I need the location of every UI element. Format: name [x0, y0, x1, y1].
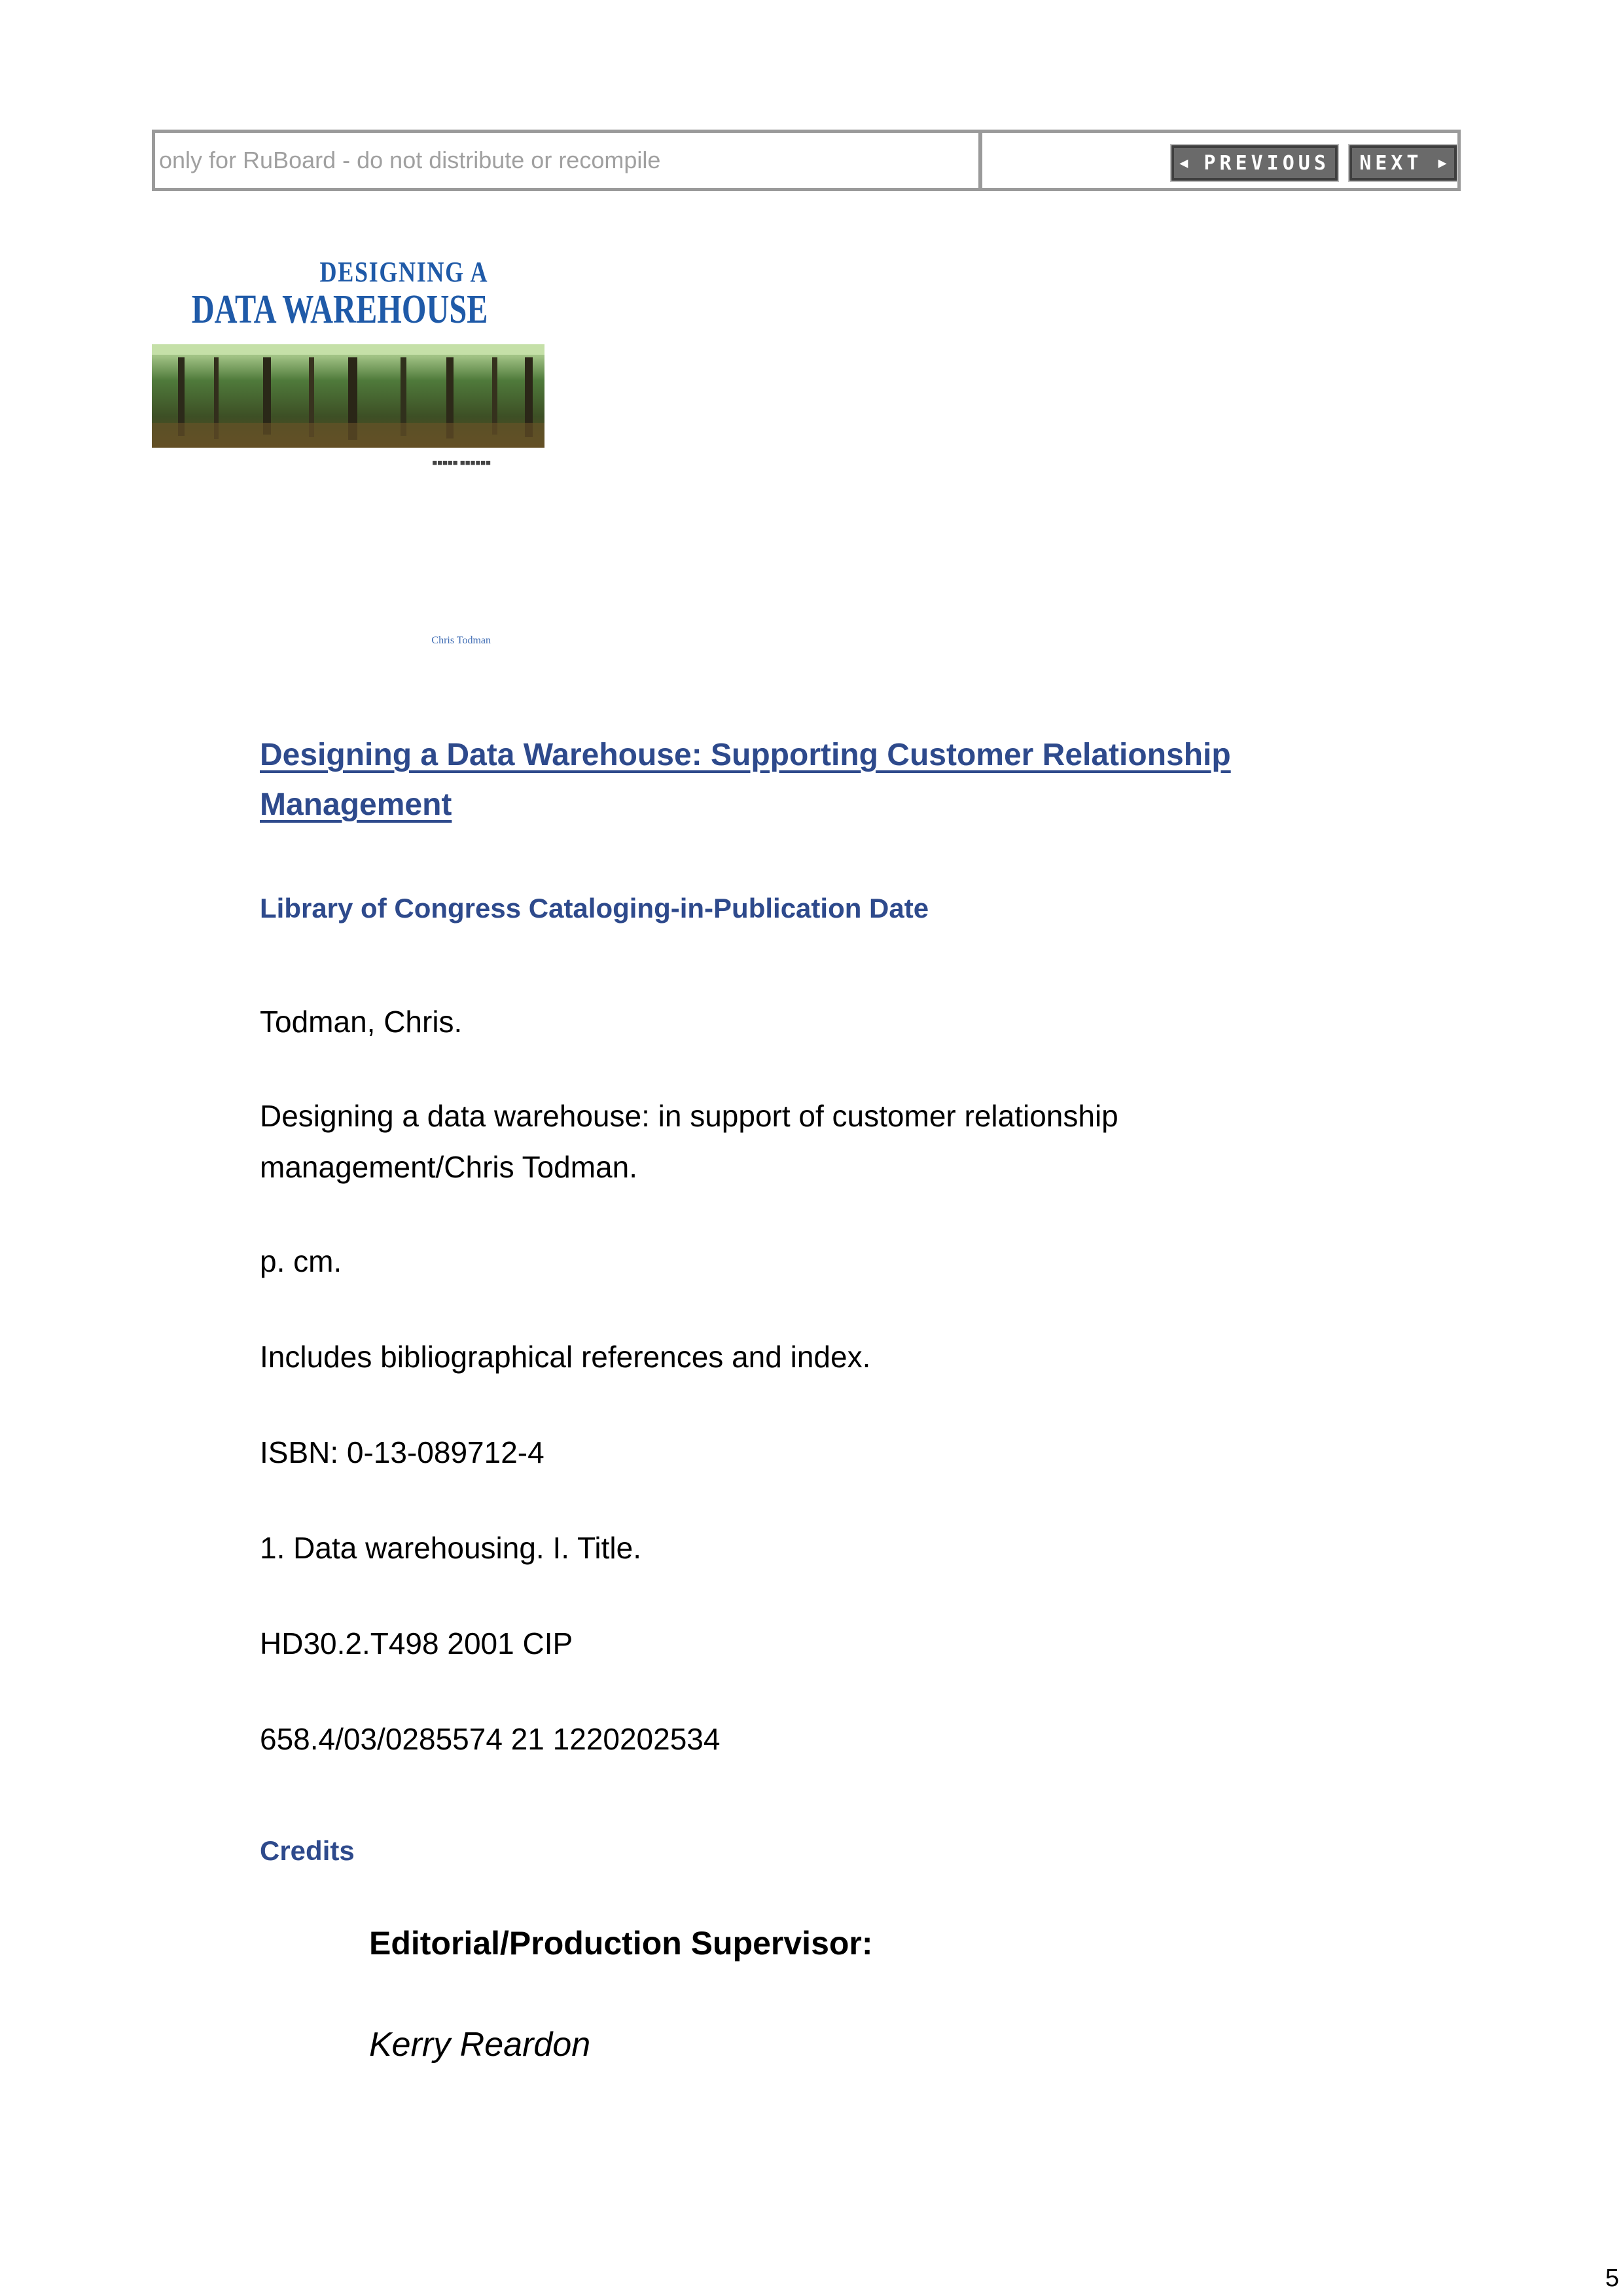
page-number: 5: [1605, 2265, 1619, 2292]
catalog-entry-isbn: ISBN: 0-13-089712-4: [260, 1435, 544, 1469]
credit-role: Editorial/Production Supervisor:: [369, 1925, 873, 1962]
chevron-right-icon: ▶: [1438, 154, 1447, 171]
cataloging-heading: Library of Congress Cataloging-in-Publication Date: [260, 893, 929, 924]
catalog-entry-title: Designing a data warehouse: in support of customer relationship management/Chris Todman.: [260, 1099, 1118, 1184]
nav-divider: [978, 133, 982, 188]
forest-photo: [152, 344, 544, 448]
cover-title-line2: DATA WAREHOUSE: [192, 287, 488, 332]
cover-blurb: ■■■■■ ■■■■■■: [432, 457, 491, 467]
book-title-link[interactable]: Designing a Data Warehouse: Supporting Customer Relationship Management: [260, 738, 1231, 822]
catalog-entry-physical: p. cm.: [260, 1244, 342, 1278]
catalog-entry-notes: Includes bibliographical references and index.: [260, 1340, 871, 1374]
catalog-entry-lc-number: HD30.2.T498 2001 CIP: [260, 1626, 573, 1660]
credits-heading: Credits: [260, 1835, 355, 1866]
previous-button[interactable]: [1171, 145, 1338, 181]
credit-name: Kerry Reardon: [369, 2026, 591, 2064]
book-cover-image: [152, 249, 544, 668]
previous-label: PREVIOUS: [1204, 151, 1330, 175]
chevron-left-icon: ◀: [1179, 154, 1188, 171]
next-button[interactable]: [1349, 145, 1457, 181]
cover-author: Chris Todman: [431, 635, 491, 646]
top-nav-bar: [152, 130, 1461, 191]
catalog-entry-author: Todman, Chris.: [260, 1005, 463, 1039]
catalog-entry-subject: 1. Data warehousing. I. Title.: [260, 1531, 641, 1565]
distribution-notice: only for RuBoard - do not distribute or recompile: [159, 147, 661, 173]
cover-title-line1: DESIGNING A: [319, 256, 488, 288]
next-label: NEXT: [1359, 151, 1423, 175]
catalog-entry-dewey: 658.4/03/0285574 21 1220202534: [260, 1722, 721, 1756]
